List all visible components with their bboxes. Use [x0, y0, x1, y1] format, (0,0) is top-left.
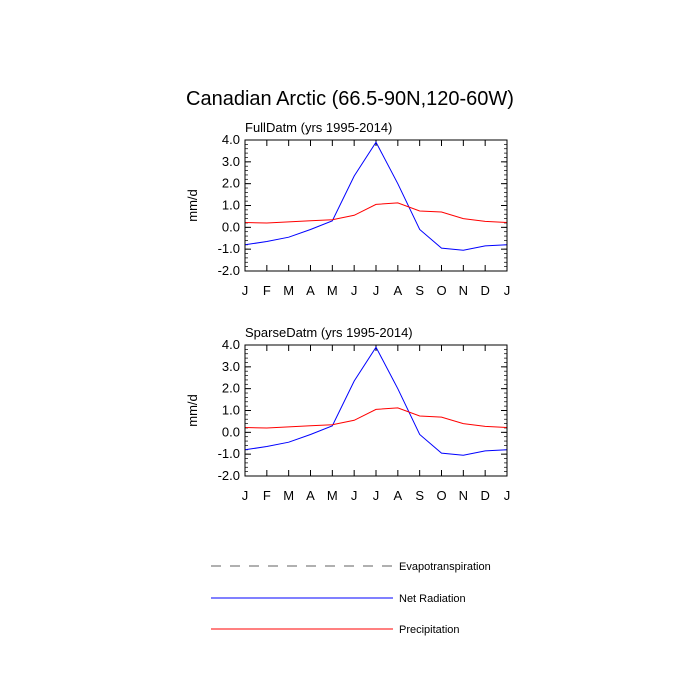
y-tick-label: 3.0 [221, 153, 240, 169]
plot-frame [245, 345, 507, 476]
x-tick-label: J [350, 488, 358, 503]
y-tick-label: 1.0 [221, 197, 240, 213]
x-tick-label: F [262, 283, 271, 298]
x-tick-label: J [503, 488, 511, 503]
x-tick-label: N [458, 283, 469, 298]
x-tick-label: J [372, 283, 380, 298]
y-tick-label: 1.0 [221, 402, 240, 418]
y-tick-label: -1.0 [217, 446, 240, 462]
x-tick-label: J [241, 283, 249, 298]
y-tick-label: 0.0 [221, 424, 240, 440]
y-tick-label: 2.0 [221, 175, 240, 191]
panel-sparse-datm [185, 325, 510, 503]
x-tick-label: A [306, 283, 315, 298]
series-line-net-radiation [245, 347, 507, 455]
series-line-precipitation [245, 408, 507, 428]
y-tick-label: 4.0 [221, 337, 240, 352]
panel-title: SparseDatm (yrs 1995-2014) [245, 325, 413, 340]
x-tick-label: O [436, 283, 447, 298]
x-tick-label: J [503, 283, 511, 298]
y-tick-label: -2.0 [217, 263, 240, 278]
x-tick-label: F [262, 488, 271, 503]
x-tick-label: O [436, 488, 447, 503]
x-tick-label: M [326, 488, 338, 503]
y-axis-label: mm/d [185, 394, 200, 427]
chart-main-title: Canadian Arctic (66.5-90N,120-60W) [186, 88, 514, 110]
x-tick-label: D [480, 283, 490, 298]
plot-frame [245, 140, 507, 271]
y-tick-label: 3.0 [221, 358, 240, 374]
panel-title: FullDatm (yrs 1995-2014) [245, 120, 393, 135]
y-tick-label: -1.0 [217, 241, 240, 257]
x-tick-label: S [415, 488, 425, 503]
y-tick-label: 0.0 [221, 219, 240, 235]
legend [211, 561, 491, 636]
y-tick-label: 2.0 [221, 380, 240, 396]
x-tick-label: A [393, 488, 403, 503]
panel-full-datm [185, 120, 510, 298]
y-tick-label: 4.0 [221, 132, 240, 147]
y-tick-label: -2.0 [217, 468, 240, 483]
x-tick-label: D [480, 488, 490, 503]
x-tick-label: M [283, 283, 295, 298]
x-tick-label: N [458, 488, 469, 503]
series-line-precipitation [245, 203, 507, 223]
legend-label: Precipitation [399, 624, 460, 636]
x-tick-label: J [350, 283, 358, 298]
legend-label: Net Radiation [399, 593, 466, 605]
x-tick-label: J [241, 488, 249, 503]
x-tick-label: S [415, 283, 425, 298]
legend-label: Evapotranspiration [399, 561, 491, 573]
x-tick-label: A [393, 283, 403, 298]
x-tick-label: J [372, 488, 380, 503]
x-tick-label: A [306, 488, 315, 503]
y-axis-label: mm/d [185, 189, 200, 222]
series-line-net-radiation [245, 142, 507, 250]
x-tick-label: M [283, 488, 295, 503]
x-tick-label: M [326, 283, 338, 298]
